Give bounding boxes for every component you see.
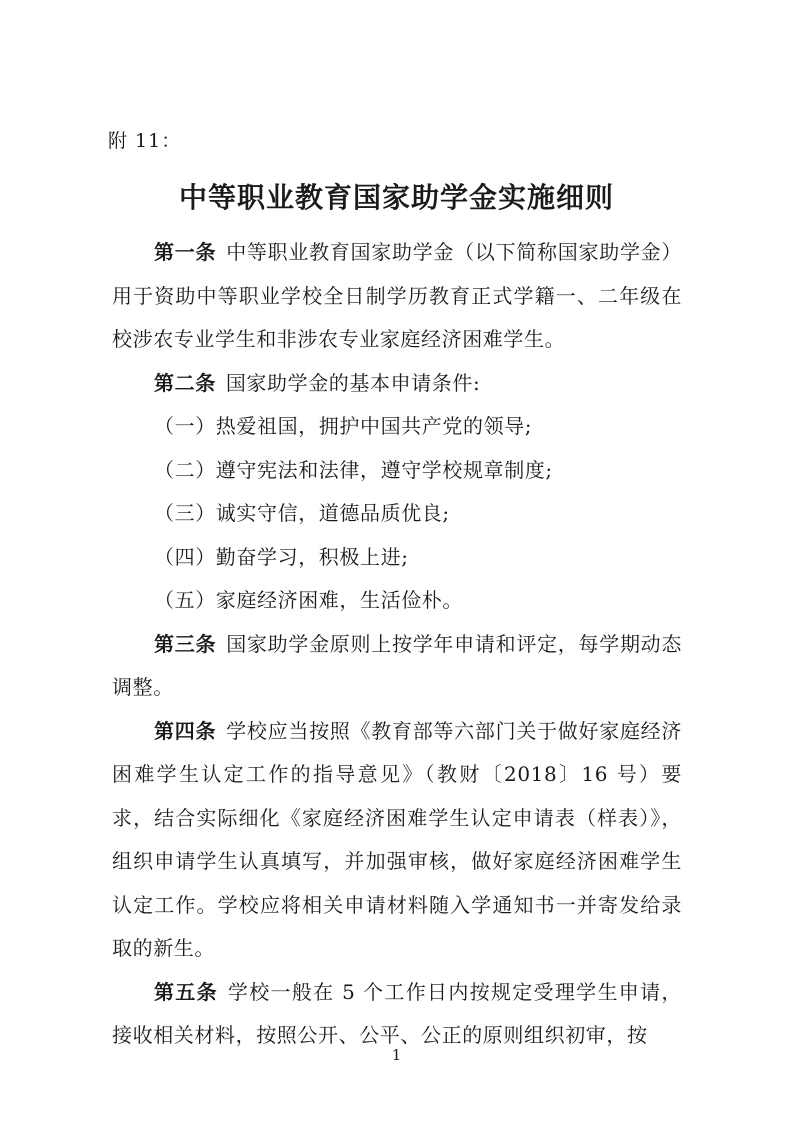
article-text: 国家助学金原则上按学年申请和评定，每学期动态调整。 bbox=[112, 631, 682, 699]
attachment-label: 附 11： bbox=[108, 130, 182, 152]
article-heading: 第四条 bbox=[154, 718, 217, 743]
article-heading: 第三条 bbox=[154, 631, 217, 656]
document-body bbox=[112, 231, 682, 1058]
article-heading: 第五条 bbox=[154, 979, 218, 1004]
article-text: 学校一般在 5 个工作日内按规定受理学生申请，接收相关材料，按照公开、公平、公正的原则组织初审，按 bbox=[112, 979, 682, 1047]
list-item: （四）勤奋学习，积极上进; bbox=[154, 544, 409, 569]
list-item: （三）诚实守信，道德品质优良; bbox=[154, 501, 450, 525]
article-3 bbox=[112, 623, 682, 710]
document-title: 中等职业教育国家助学金实施细则 bbox=[178, 181, 614, 214]
list-item: （五）家庭经济困难，生活俭朴。 bbox=[154, 588, 463, 612]
article-4 bbox=[112, 710, 682, 971]
article-5 bbox=[112, 971, 682, 1058]
article-1 bbox=[112, 231, 682, 362]
article-2 bbox=[112, 362, 682, 406]
article-heading: 第一条 bbox=[154, 240, 217, 264]
article-text: 中等职业教育国家助学金（以下简称国家助学金）用于资助中等职业学校全日制学历教育正式学籍一、二年级在校涉农专业学生和非涉农专业家庭经济困难学生。 bbox=[112, 240, 682, 351]
article-heading: 第二条 bbox=[154, 370, 216, 395]
article-text: 国家助学金的基本申请条件: bbox=[225, 370, 481, 395]
page-number: 1 bbox=[391, 1046, 402, 1064]
list-item: （一）热爱祖国，拥护中国共产党的领导; bbox=[154, 414, 533, 438]
article-text: 学校应当按照《教育部等六部门关于做好家庭经济困难学生认定工作的指导意见》（教财〔2018〕16 号）要求，结合实际细化《家庭经济困难学生认定申请表（样表）》，组织申请学生认真填写，并加强审核，做好家庭经济困难学生认定工作。学校应将相关申请材料随入学通知书一并寄发给录取的新生。 bbox=[112, 718, 682, 960]
list-item: （二）遵守宪法和法律，遵守学校规章制度; bbox=[154, 457, 553, 482]
